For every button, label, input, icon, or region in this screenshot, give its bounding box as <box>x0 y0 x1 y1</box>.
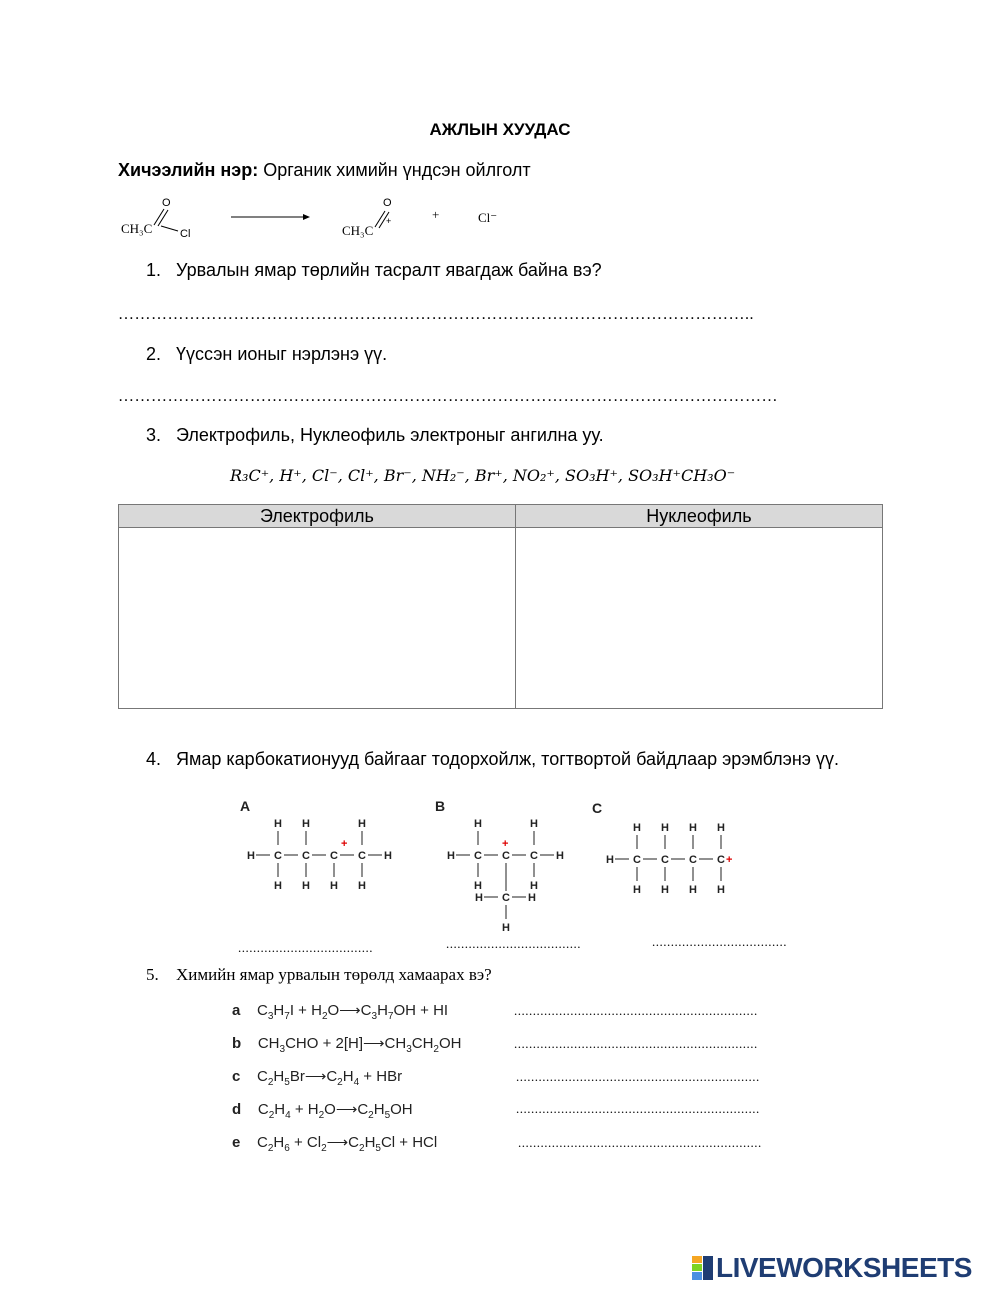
acyl-chloride-reaction <box>118 190 518 245</box>
question-text: Химийн ямар урвалын төрөлд хамаарах вэ? <box>176 965 492 984</box>
atom-h: H <box>661 884 669 896</box>
question-text: Үүссэн ионыг нэрлэнэ үү. <box>176 344 388 364</box>
reaction-e: e $C_2H_6$ + $Cl_2⟶C_2H_5Cl$ + HCl <box>232 1134 438 1154</box>
atom-h: H <box>556 850 564 862</box>
electrophile-header: Электрофиль <box>119 505 516 528</box>
carbocation-a-answer[interactable]: .................................... <box>238 940 373 955</box>
atom-h: H <box>689 884 697 896</box>
atom-h: H <box>330 880 338 892</box>
liveworksheets-icon <box>692 1256 714 1280</box>
carbocation-structures <box>230 795 830 940</box>
atom-h: H <box>528 892 536 904</box>
product-charge: + <box>386 216 392 226</box>
question-number: 3. <box>146 425 162 445</box>
question-4 <box>146 748 886 770</box>
question-2 <box>146 344 387 365</box>
question-number: 1. <box>146 260 162 280</box>
lesson-name-value: Органик химийн үндсэн ойлголт <box>258 160 531 180</box>
carbocation-b <box>435 798 564 934</box>
reaction-b-answer[interactable]: ................................................................. <box>514 1036 758 1051</box>
carbocation-a <box>240 798 392 892</box>
atom-c: C <box>358 850 366 862</box>
nucleophile-header: Нуклеофиль <box>515 505 882 528</box>
carbocation-a-label: A <box>240 798 251 814</box>
plus-sign: + <box>432 207 440 222</box>
carbocation-c <box>592 800 732 896</box>
carbocation-b-label: B <box>435 798 446 814</box>
atom-c: C <box>330 850 338 862</box>
atom-c: C <box>717 854 725 866</box>
atom-h: H <box>661 822 669 834</box>
question-text: Электрофиль, Нуклеофиль электроныг ангилна уу. <box>176 425 604 445</box>
atom-h: H <box>302 818 310 830</box>
reaction-letter: a <box>232 1002 241 1019</box>
reactant-double-bond-1 <box>154 209 164 225</box>
atom-h: H <box>274 880 282 892</box>
atom-h: H <box>358 880 366 892</box>
atom-h: H <box>384 850 392 862</box>
reaction-e-answer[interactable]: ................................................................. <box>518 1135 762 1150</box>
atom-c: C <box>502 892 510 904</box>
atom-h: H <box>274 818 282 830</box>
positive-charge: + <box>502 838 509 850</box>
logo-text: LIVEWORKSHEETS <box>716 1252 972 1283</box>
liveworksheets-logo[interactable] <box>692 1252 972 1284</box>
lesson-name <box>118 160 531 181</box>
question-text: Урвалын ямар төрлийн тасралт явагдаж байна вэ? <box>176 260 602 280</box>
reactant-ch3c: CH₃C <box>121 221 153 236</box>
page-title: АЖЛЫН ХУУДАС <box>429 120 571 139</box>
atom-h: H <box>474 880 482 892</box>
reaction-d-answer[interactable]: ................................................................. <box>516 1101 760 1116</box>
question-3 <box>146 425 604 446</box>
reaction-letter: b <box>232 1035 242 1052</box>
atom-c: C <box>530 850 538 862</box>
atom-h: H <box>474 818 482 830</box>
reaction-a-answer[interactable]: ................................................................. <box>514 1003 758 1018</box>
atom-c: C <box>661 854 669 866</box>
positive-charge: + <box>341 838 348 850</box>
atom-c: C <box>633 854 641 866</box>
carbocation-c-answer[interactable]: .................................... <box>652 934 787 949</box>
reaction-d: d $C_2H_4$ + $H_2O⟶C_2H_5OH$ <box>232 1101 413 1121</box>
atom-h: H <box>633 884 641 896</box>
species-list: R₃C⁺, H⁺, Cl⁻, Cl⁺, Br⁻, NH₂⁻, Br⁺, NO₂⁺, SO₃H⁺, SO₃H⁺CH₃O⁻ <box>230 466 736 485</box>
question-number: 4. <box>146 749 162 769</box>
atom-h: H <box>689 822 697 834</box>
atom-c: C <box>474 850 482 862</box>
atom-h: H <box>717 822 725 834</box>
atom-h: H <box>633 822 641 834</box>
atom-h: H <box>606 854 614 866</box>
lesson-name-label: Хичээлийн нэр: <box>118 160 259 180</box>
question-number: 2. <box>146 344 162 364</box>
question-1 <box>146 260 602 281</box>
atom-c: C <box>689 854 697 866</box>
question-number: 5. <box>146 965 159 984</box>
atom-c: C <box>502 850 510 862</box>
product-ch3c: CH₃C <box>342 223 374 238</box>
classification-table <box>118 504 883 709</box>
reaction-c: c $C_2H_5Br⟶C_2H_4$ + HBr <box>232 1068 403 1088</box>
answer-line-2[interactable]: ………………………………………………………………………………………………………… <box>118 388 778 405</box>
reactant-double-bond-2 <box>158 210 168 226</box>
atom-h: H <box>447 850 455 862</box>
chloride-ion: Cl⁻ <box>478 210 498 225</box>
carbocation-c-label: C <box>592 800 603 816</box>
carbocation-b-answer[interactable]: .................................... <box>446 936 581 951</box>
product-double-bond-1 <box>375 211 385 227</box>
positive-charge: + <box>726 854 733 866</box>
reaction-arrow-head <box>303 214 310 220</box>
atom-h: H <box>530 818 538 830</box>
atom-c: C <box>302 850 310 862</box>
question-5 <box>146 965 492 985</box>
atom-h: H <box>358 818 366 830</box>
reaction-a: a $C_3H_7I$ + $H_2O⟶C_3H_7OH$ + HI <box>232 1002 449 1022</box>
atom-h: H <box>530 880 538 892</box>
reaction-letter: e <box>232 1134 241 1151</box>
product-oxygen: O <box>383 197 392 209</box>
reaction-c-answer[interactable]: ................................................................. <box>516 1069 760 1084</box>
answer-line-1[interactable]: …………………………………………………………………………………………………….. <box>118 306 754 323</box>
reaction-letter: d <box>232 1101 242 1118</box>
reaction-letter: c <box>232 1068 241 1085</box>
reactant-chlorine: Cl <box>180 228 191 240</box>
reactant-oxygen: O <box>162 197 171 209</box>
reaction-b: b $CH_3CHO$ + $2[H]⟶CH_3CH_2OH$ <box>232 1035 462 1055</box>
question-text: Ямар карбокатионууд байгааг тодорхойлж, тогтвортой байдлаар эрэмблэнэ үү. <box>176 749 839 769</box>
atom-h: H <box>717 884 725 896</box>
nucleophile-cell[interactable] <box>515 528 882 709</box>
atom-c: C <box>274 850 282 862</box>
atom-h: H <box>475 892 483 904</box>
electrophile-cell[interactable] <box>119 528 516 709</box>
atom-h: H <box>302 880 310 892</box>
atom-h: H <box>247 850 255 862</box>
reactant-cl-bond <box>161 226 178 231</box>
atom-h: H <box>502 922 510 934</box>
